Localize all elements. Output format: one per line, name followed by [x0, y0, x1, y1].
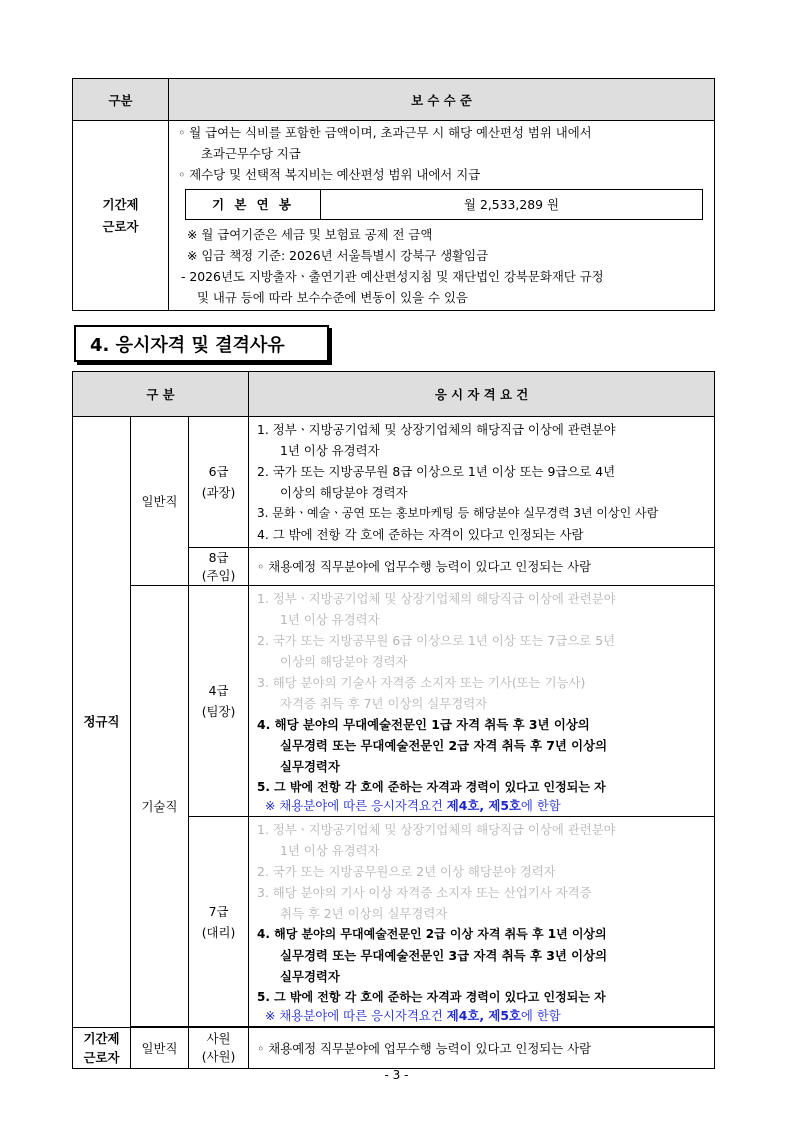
requirement-line: 2. 국가 또는 지방공무원 6급 이상으로 1년 이상 또는 7급으로 5년 [257, 633, 616, 648]
requirement-line: 이상의 해당분야 경력자 [280, 654, 408, 669]
regular-employee-label: 정규직 [73, 417, 131, 1028]
pay-line: ◦ 월 급여는 식비를 포함한 금액이며, 초과근무 시 해당 예산편성 범위 내에서 [178, 125, 592, 140]
requirement-line: 1. 정부ㆍ지방공기업체 및 상장기업체의 해당직급 이상에 관련분야 [257, 591, 616, 606]
eligibility-table [72, 371, 715, 1069]
page-number: - 3 - [384, 1068, 409, 1082]
pay-note: - 2026년도 지방출자ㆍ출연기관 예산편성지침 및 재단법인 강북문화재단 규정 [181, 269, 604, 284]
requirement-line: 이상의 해당분야 경력자 [280, 485, 408, 500]
requirement-line: 실무경력 또는 무대예술전문인 2급 자격 취득 후 7년 이상의 [280, 738, 608, 753]
pay-table-level-header: 보 수 수 준 [169, 79, 715, 121]
scope-note: ※ 채용분야에 따른 응시자격요건 제4호, 제5호에 한함 [265, 1008, 561, 1023]
section-heading: 4. 응시자격 및 결격사유 [74, 325, 329, 362]
staff-requirements: ◦ 채용예정 직무분야에 업무수행 능력이 있다고 인정되는 사람 [249, 1028, 715, 1069]
pay-note: 및 내규 등에 따라 보수수준에 변동이 있을 수 있음 [197, 290, 468, 305]
staff-grade-label: 사원 (사원) [189, 1028, 249, 1069]
requirement-line: 1년 이상 유경력자 [280, 843, 380, 858]
contract-worker-label: 기간제 근로자 [73, 1028, 131, 1069]
requirement-line: 2. 국가 또는 지방공무원으로 2년 이상 해당분야 경력자 [257, 864, 556, 879]
requirement-line: 2. 국가 또는 지방공무원 8급 이상으로 1년 이상 또는 9급으로 4년 [257, 464, 616, 479]
grade-6-requirements [249, 417, 715, 548]
grade-8-requirements: ◦ 채용예정 직무분야에 업무수행 능력이 있다고 인정되는 사람 [249, 548, 715, 586]
requirement-line: 3. 해당 분야의 기술사 자격증 소지자 또는 기사(또는 기능사) [257, 675, 586, 690]
requirement-line: 취득 후 2년 이상의 실무경력자 [280, 906, 448, 921]
requirement-line: 실무경력자 [280, 759, 340, 774]
scope-note: ※ 채용분야에 따른 응시자격요건 제4호, 제5호에 한함 [265, 798, 561, 813]
requirement-line: 4. 해당 분야의 무대예술전문인 1급 자격 취득 후 3년 이상의 [257, 717, 590, 732]
eligibility-requirements-header: 응 시 자 격 요 건 [249, 372, 715, 417]
general-track-label: 일반직 [131, 1028, 189, 1069]
requirement-line: 실무경력 또는 무대예술전문인 3급 자격 취득 후 3년 이상의 [280, 948, 608, 963]
grade-6-label: 6급 (과장) [189, 417, 249, 548]
base-salary-box [185, 189, 703, 220]
pay-note: ※ 임금 책정 기준: 2026년 서울특별시 강북구 생활임금 [187, 248, 489, 263]
requirement-line: 자격증 취득 후 7년 이상의 실무경력자 [280, 696, 488, 711]
technical-track-label: 기술직 [131, 586, 189, 1027]
pay-line: 초과근무수당 지급 [201, 146, 301, 161]
pay-note: ※ 월 급여기준은 세금 및 보험료 공제 전 금액 [187, 227, 433, 242]
grade-7-requirements [249, 817, 715, 1027]
grade-7-label: 7급 (대리) [189, 817, 249, 1027]
base-salary-label: 기 본 연 봉 [186, 190, 321, 219]
requirement-line: 4. 해당 분야의 무대예술전문인 2급 이상 자격 취득 후 1년 이상의 [257, 927, 607, 941]
requirement-line: 5. 그 밖에 전항 각 호에 준하는 자격과 경력이 있다고 인정되는 자 [257, 780, 606, 794]
grade-8-label: 8급 (주임) [189, 548, 249, 586]
contract-worker-label: 기간제 근로자 [73, 121, 169, 311]
pay-line: ◦ 제수당 및 선택적 복지비는 예산편성 범위 내에서 지급 [178, 167, 481, 182]
grade-4-requirements [249, 586, 715, 817]
requirement-line: 1. 정부ㆍ지방공기업체 및 상장기업체의 해당직급 이상에 관련분야 [257, 822, 616, 837]
base-salary-value: 월 2,533,289 원 [464, 197, 559, 212]
general-track-label: 일반직 [131, 417, 189, 586]
pay-table [72, 78, 715, 311]
requirement-line: 실무경력자 [280, 969, 340, 984]
requirement-line: 3. 해당 분야의 기사 이상 자격증 소지자 또는 산업기사 자격증 [257, 885, 592, 900]
grade-4-label: 4급 (팀장) [189, 586, 249, 817]
requirement-line: 1년 이상 유경력자 [280, 612, 380, 627]
requirement-line: 4. 그 밖에 전항 각 호에 준하는 자격이 있다고 인정되는 사람 [257, 527, 584, 542]
pay-table-category-header: 구분 [73, 79, 169, 121]
pay-details [169, 121, 715, 311]
requirement-line: 1. 정부ㆍ지방공기업체 및 상장기업체의 해당직급 이상에 관련분야 [257, 422, 616, 437]
requirement-line: 3. 문화ㆍ예술ㆍ공연 또는 홍보마케팅 등 해당분야 실무경력 3년 이상인 사람 [257, 506, 659, 520]
requirement-line: 1년 이상 유경력자 [280, 443, 380, 458]
requirement-line: 5. 그 밖에 전항 각 호에 준하는 자격과 경력이 있다고 인정되는 자 [257, 990, 606, 1004]
eligibility-category-header: 구 분 [73, 372, 249, 417]
